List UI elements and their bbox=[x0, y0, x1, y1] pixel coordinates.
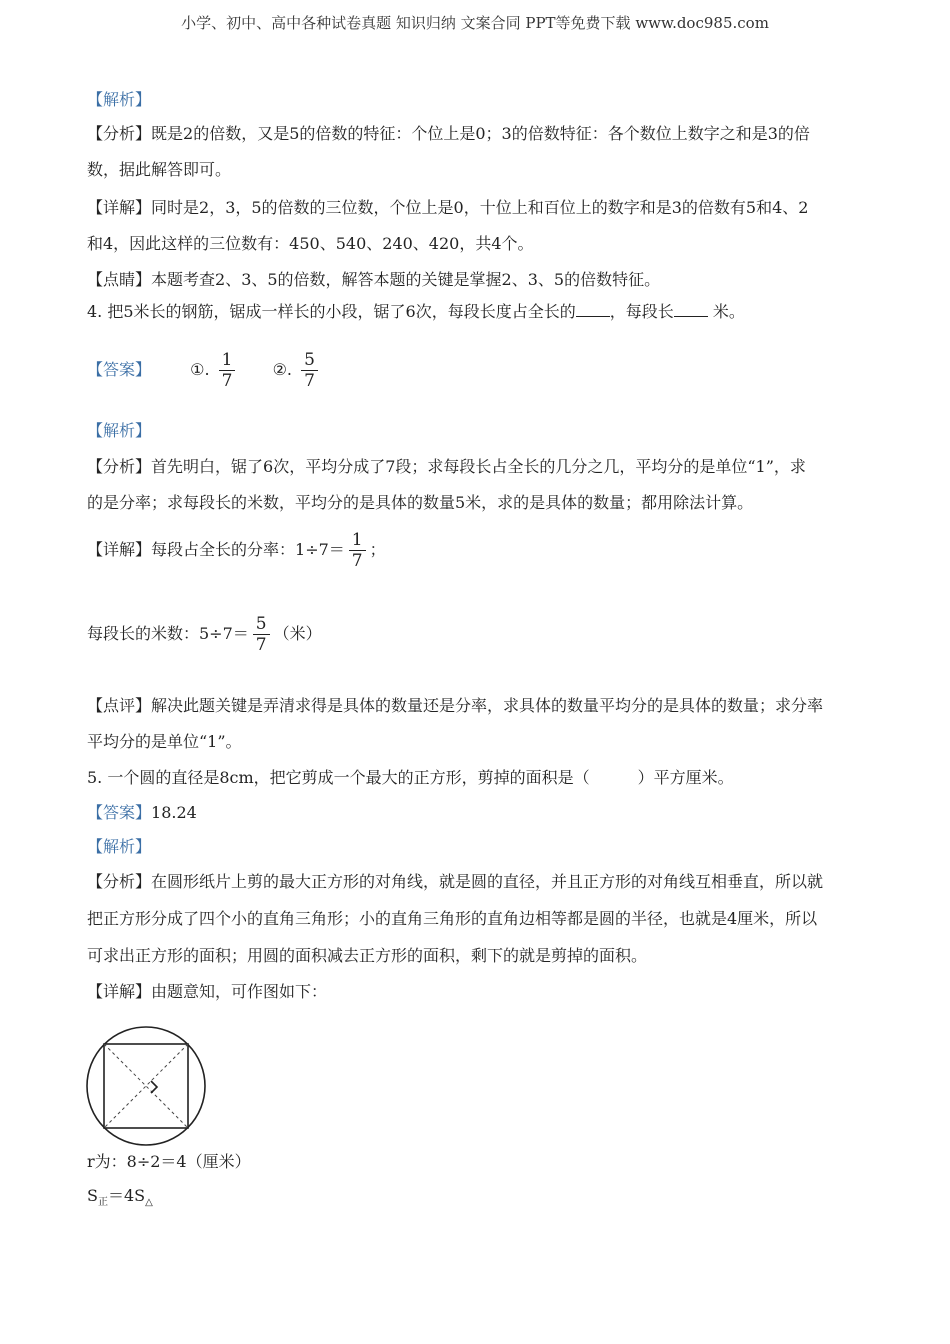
q5-fenxi-line2: 把正方形分成了四个小的直角三角形；小的直角三角形的直角边相等都是圆的半径，也就是4厘米，所以 bbox=[87, 909, 818, 928]
q4-blank-1 bbox=[576, 300, 610, 317]
q4-fenxi-line1 bbox=[87, 455, 806, 479]
q4-dianping-line2: 平均分的是单位“1”。 bbox=[87, 732, 242, 751]
q4-jiexi-heading: 【解析】 bbox=[87, 421, 152, 440]
q3-fenxi-tag: 【分析】 bbox=[87, 124, 152, 143]
q4-question-part2: ，每段长 bbox=[609, 302, 674, 321]
q4-question bbox=[87, 300, 745, 324]
diagonal-2 bbox=[104, 1044, 188, 1128]
q3-fenxi-text1: 既是2的倍数，又是5的倍数的特征：个位上是0；3的倍数特征：各个数位上数字之和是3的倍 bbox=[151, 124, 810, 143]
q4-question-part1: 4. 把5米长的钢筋，锯成一样长的小段，锯了6次，每段长度占全长的 bbox=[87, 302, 576, 321]
q4-xj2-end: （米） bbox=[273, 624, 322, 643]
s-sub-triangle: △ bbox=[145, 1197, 153, 1209]
q3-xiangjie-text1: 同时是2，3，5的倍数的三位数，个位上是0，十位上和百位上的数字和是3的倍数有5和4、2 bbox=[151, 198, 809, 217]
q4-dianping-tag: 【点评】 bbox=[87, 696, 152, 715]
s-sub-square: 正 bbox=[97, 1197, 108, 1209]
q3-xiangjie-line2: 和4，因此这样的三位数有：450、540、240、420，共4个。 bbox=[87, 234, 534, 253]
q4-xiangjie-line2 bbox=[87, 612, 322, 656]
q5-answer-line bbox=[87, 801, 197, 825]
q4-question-part3: 米。 bbox=[707, 302, 745, 321]
q4-xj2-text: 每段长的米数：5÷7＝ bbox=[87, 624, 249, 643]
q3-dianjing-line bbox=[87, 268, 660, 292]
circle-square-diagram bbox=[85, 1025, 209, 1149]
q3-fenxi-line1 bbox=[87, 122, 810, 146]
q5-answer-value: 18.24 bbox=[151, 803, 197, 822]
q4-answer-line bbox=[87, 348, 322, 392]
q3-xiangjie-line1 bbox=[87, 196, 808, 220]
page-header: 小学、初中、高中各种试卷真题 知识归纳 文案合同 PPT等免费下载 www.doc985.com bbox=[181, 14, 769, 32]
q4-answer-tag: 【答案】 bbox=[87, 360, 152, 379]
q4-ans2-fraction bbox=[301, 350, 318, 391]
q4-xj1-end: ； bbox=[369, 540, 386, 559]
q5-radius-line: r为：8÷2＝4（厘米） bbox=[87, 1152, 251, 1171]
q3-xiangjie-tag: 【详解】 bbox=[87, 198, 152, 217]
q5-xiangjie-tag: 【详解】 bbox=[87, 982, 152, 1001]
q5-xiangjie-text: 由题意知，可作图如下： bbox=[151, 982, 328, 1001]
q4-ans2-den: 7 bbox=[304, 371, 315, 391]
q5-fenxi-tag: 【分析】 bbox=[87, 872, 152, 891]
q4-ans1-den: 7 bbox=[221, 371, 233, 391]
q5-area-line bbox=[87, 1184, 153, 1215]
q4-dianping-text1: 解决此题关键是弄清求得是具体的数量还是分率，求具体的数量平均分的是具体的数量；求分率 bbox=[151, 696, 824, 715]
q4-xj1-text: 每段占全长的分率：1÷7＝ bbox=[151, 540, 345, 559]
q4-fenxi-line2: 的是分率；求每段长的米数，平均分的是具体的数量5米，求的是具体的数量；都用除法计算。 bbox=[87, 493, 754, 512]
q5-xiangjie-line bbox=[87, 980, 327, 1004]
q4-ans1-num: 1 bbox=[219, 350, 236, 371]
q4-xj2-fraction bbox=[253, 614, 270, 655]
q5-fenxi-line3: 可求出正方形的面积；用圆的面积减去正方形的面积，剩下的就是剪掉的面积。 bbox=[87, 946, 648, 965]
q3-dianjing-text: 本题考查2、3、5的倍数，解答本题的关键是掌握2、3、5的倍数特征。 bbox=[151, 270, 661, 289]
right-angle-marker bbox=[151, 1081, 157, 1093]
q4-fenxi-tag: 【分析】 bbox=[87, 457, 152, 476]
q4-dianping-line1 bbox=[87, 694, 823, 718]
q4-blank-2 bbox=[674, 300, 708, 317]
q4-xj1-den: 7 bbox=[351, 551, 363, 571]
q4-xiangjie-line1 bbox=[87, 528, 386, 572]
diagonal-1 bbox=[104, 1044, 188, 1128]
q4-ans1-fraction bbox=[219, 350, 236, 391]
q5-fenxi-line1 bbox=[87, 870, 823, 894]
q4-ans1-label: ①. bbox=[190, 360, 210, 379]
q4-fenxi-text1: 首先明白，锯了6次，平均分成了7段；求每段长占全长的几分之几，平均分的是单位“1”，求 bbox=[151, 457, 806, 476]
s-equation: ＝4S bbox=[107, 1186, 146, 1205]
square-shape bbox=[104, 1044, 188, 1128]
q4-ans2-num: 5 bbox=[301, 350, 318, 371]
q5-answer-tag: 【答案】 bbox=[87, 803, 152, 822]
q4-xj2-num: 5 bbox=[253, 614, 270, 635]
s-symbol: S bbox=[87, 1186, 98, 1205]
q5-fenxi-text1: 在圆形纸片上剪的最大正方形的对角线，就是圆的直径，并且正方形的对角线互相垂直，所以就 bbox=[151, 872, 824, 891]
q4-xj2-den: 7 bbox=[255, 635, 267, 655]
q4-xiangjie-tag: 【详解】 bbox=[87, 540, 152, 559]
q4-xj1-num: 1 bbox=[349, 530, 366, 551]
q3-dianjing-tag: 【点睛】 bbox=[87, 270, 152, 289]
q5-jiexi-heading: 【解析】 bbox=[87, 837, 152, 856]
q4-xj1-fraction bbox=[349, 530, 366, 571]
q4-ans2-label: ②. bbox=[272, 360, 292, 379]
q3-fenxi-line2: 数，据此解答即可。 bbox=[87, 160, 232, 179]
q5-question: 5. 一个圆的直径是8cm，把它剪成一个最大的正方形，剪掉的面积是（ ）平方厘米。 bbox=[87, 768, 734, 787]
q3-jiexi-heading: 【解析】 bbox=[87, 90, 152, 109]
